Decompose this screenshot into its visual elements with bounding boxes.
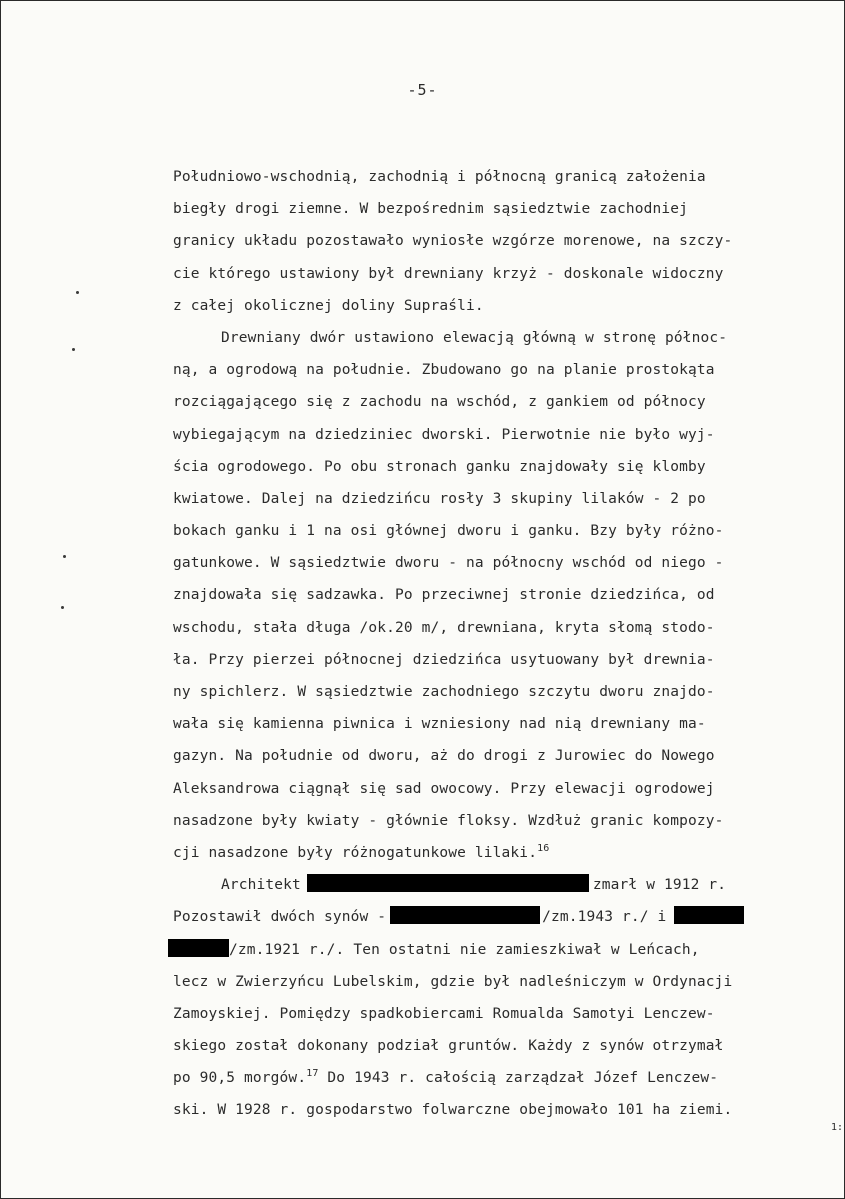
text-line: wała się kamienna piwnica i wzniesiony nad nią drewniany ma- [173, 716, 706, 733]
text-segment: cji nasadzone były różnogatunkowe lilaki. [173, 844, 538, 861]
edge-footnote-fragment: 1: [830, 1122, 843, 1133]
redaction-bar [674, 906, 744, 924]
margin-mark [63, 555, 66, 558]
text-line: Południowo-wschodnią, zachodnią i północną granicą założenia [173, 169, 706, 185]
footnote-ref: 17 [306, 1068, 319, 1080]
text-line: lecz w Zwierzyńcu Lubelskim, gdzie był nadleśniczym w Ordynacji [173, 973, 733, 990]
footnote-ref: 16 [537, 843, 550, 855]
text-line: Zamoyskiej. Pomiędzy spadkobiercami Romualda Samotyi Lenczew- [173, 1005, 715, 1022]
text-line: granicy układu pozostawało wyniosłe wzgórze morenowe, na szczy- [173, 233, 733, 250]
text-segment: Architekt [221, 877, 301, 894]
text-segment: /zm.1943 r./ i [542, 909, 667, 926]
margin-mark [72, 348, 75, 351]
morgi-line [173, 1062, 813, 1094]
text-line: ną, a ogrodową na południe. Zbudowano go na planie prostokąta [173, 362, 715, 379]
body-text [173, 161, 813, 1127]
margin-mark [61, 606, 64, 609]
text-segment: Do 1943 r. całością zarządzał Józef Lenczew- [318, 1070, 719, 1087]
text-segment: po 90,5 morgów. [173, 1070, 307, 1087]
redaction-bar [390, 906, 540, 924]
text-line: Aleksandrowa ciągnął się sad owocowy. Przy elewacji ogrodowej [173, 780, 715, 797]
text-line: nasadzone były kwiaty - głównie floksy. Wzdłuż granic kompozy- [173, 812, 724, 829]
margin-mark [76, 291, 79, 294]
text-line: ny spichlerz. W sąsiedztwie zachodniego szczytu dworu znajdo- [173, 684, 715, 700]
text-line: z całej okolicznej doliny Supraśli. [173, 297, 484, 314]
text-line: wybiegającym na dziedziniec dworski. Pierwotnie nie było wyj- [173, 426, 715, 443]
text-line: cie którego ustawiony był drewniany krzyż - doskonale widoczny [173, 265, 724, 282]
redaction-bar [168, 939, 229, 957]
text-line: gazyn. Na południe od dworu, aż do drogi z Jurowiec do Nowego [173, 748, 715, 765]
text-line: ski. W 1928 r. gospodarstwo folwarczne obejmowało 101 ha ziemi. [173, 1102, 733, 1119]
text-line [173, 837, 813, 869]
text-line: znajdowała się sadzawka. Po przeciwnej stronie dziedzińca, od [173, 587, 715, 604]
text-segment: Pozostawił dwóch synów - [173, 909, 387, 926]
text-line: gatunkowe. W sąsiedztwie dworu - na północny wschód od niego - [173, 555, 724, 572]
architect-line [173, 869, 813, 901]
text-line: ła. Przy pierzei północnej dziedzińca usytuowany był drewnia- [173, 651, 715, 668]
text-segment: /zm.1921 r./. Ten ostatni nie zamieszkiwał w Leńcach, [229, 941, 700, 958]
text-segment: zmarł w 1912 r. [592, 877, 727, 894]
text-line: Drewniany dwór ustawiono elewacją główną w stronę północ- [221, 329, 728, 346]
text-line: wschodu, stała długa /ok.20 m/, drewniana, kryta słomą stodo- [173, 619, 715, 636]
text-line: skiego został dokonany podział gruntów. Każdy z synów otrzymał [173, 1038, 724, 1055]
text-line: kwiatowe. Dalej na dziedzińcu rosły 3 skupiny lilaków - 2 po [173, 490, 706, 507]
text-line: ścia ogrodowego. Po obu stronach ganku znajdowały się klomby [173, 458, 706, 475]
sons-line [173, 901, 813, 933]
death-line [173, 934, 813, 966]
redaction-bar [307, 874, 589, 892]
page-number: -5- [407, 81, 438, 99]
text-line: bokach ganku i 1 na osi głównej dworu i ganku. Bzy były różno- [173, 523, 724, 540]
text-line: biegły drogi ziemne. W bezpośrednim sąsiedztwie zachodniej [173, 201, 689, 218]
text-line: rozciągającego się z zachodu na wschód, z gankiem od północy [173, 394, 706, 411]
